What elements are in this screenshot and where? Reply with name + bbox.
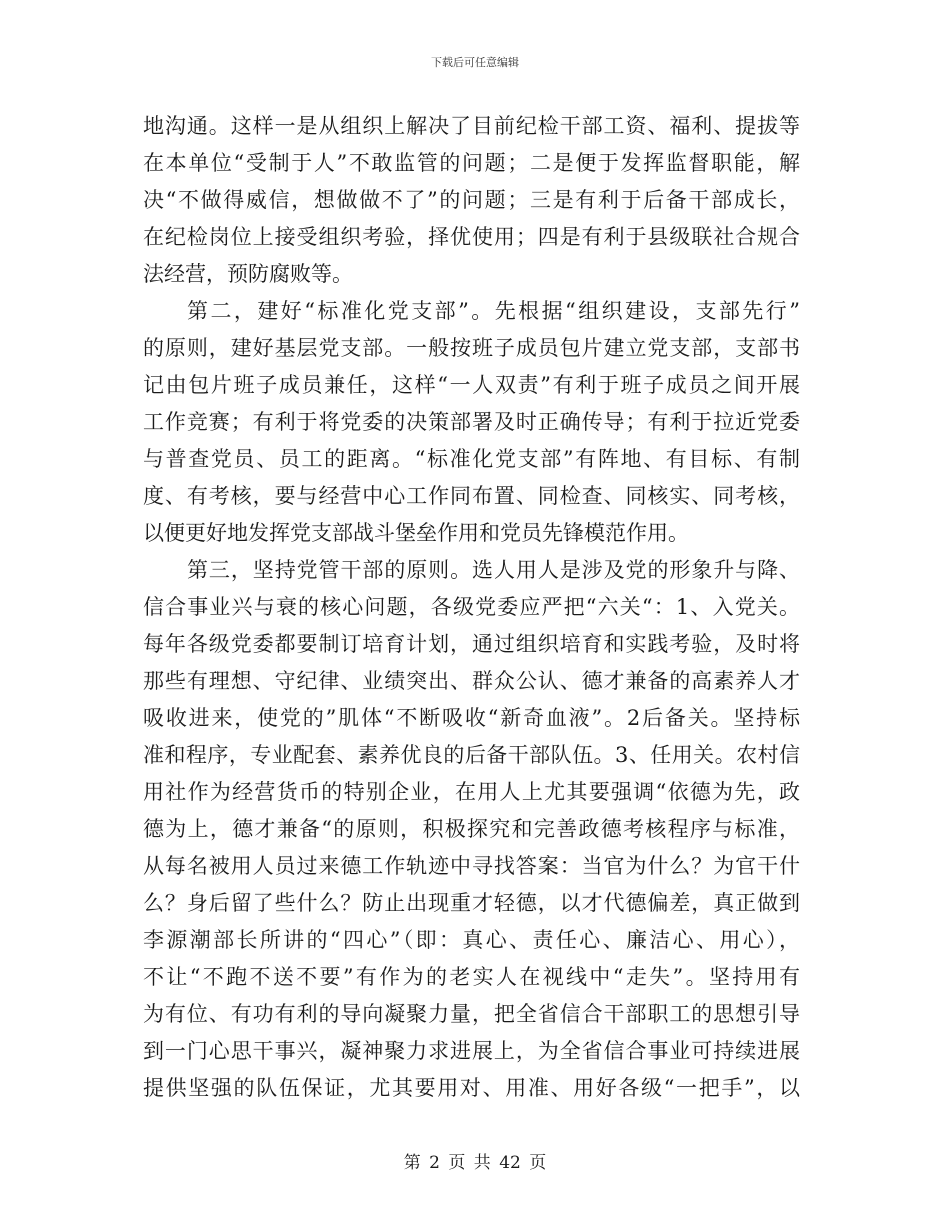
text-line: 从每名被用人员过来德工作轨迹中寻找答案：当官为什么？为官干什: [143, 854, 800, 878]
paragraph: [143, 552, 800, 1107]
text-line: 每年各级党委都要制订培育计划，通过组织培育和实践考验，及时将: [143, 632, 800, 656]
text-line: 那些有理想、守纪律、业绩突出、群众公认、德才兼备的高素养人才: [143, 669, 800, 693]
text-line: 与普查党员、员工的距离。“标准化党支部”有阵地、有目标、有制: [143, 447, 800, 471]
paragraph: [143, 108, 800, 293]
text-line: 在纪检岗位上接受组织考验，择优使用；四是有利于县级联社合规合: [143, 225, 800, 249]
text-line: 决“不做得威信，想做做不了”的问题；三是有利于后备干部成长，: [143, 188, 800, 212]
text-line: 工作竞赛；有利于将党委的决策部署及时正确传导；有利于拉近党委: [143, 410, 800, 434]
text-line: 到一门心思干事兴，凝神聚力求进展上，为全省信合事业可持续进展: [143, 1039, 800, 1063]
text-line: 为有位、有功有利的导向凝聚力量，把全省信合干部职工的思想引导: [143, 1002, 800, 1026]
text-line: 用社作为经营货币的特别企业，在用人上尤其要强调“依德为先，政: [143, 780, 800, 804]
text-line: 在本单位“受制于人”不敢监管的问题；二是便于发挥监督职能，解: [143, 151, 800, 175]
text-line: 信合事业兴与衰的核心问题，各级党委应严把“六关“：1、入党关。: [143, 595, 800, 619]
text-line: 吸收进来，使党的”肌体“不断吸收“新奇血液”。2后备关。坚持标: [143, 706, 800, 730]
page-number-footer: 第 2 页 共 42 页: [403, 1153, 547, 1173]
text-line: 地沟通。这样一是从组织上解决了目前纪检干部工资、福利、提拔等: [143, 114, 800, 138]
text-line: 第三，坚持党管干部的原则。选人用人是涉及党的形象升与降、: [187, 558, 800, 582]
document-body: [143, 108, 800, 1107]
text-line: 德为上，德才兼备“的原则，积极探究和完善政德考核程序与标准，: [143, 817, 800, 841]
paragraph: [143, 293, 800, 552]
text-line: 法经营，预防腐败等。: [143, 262, 353, 286]
text-line: 的原则，建好基层党支部。一般按班子成员包片建立党支部，支部书: [143, 336, 800, 360]
text-line: 以便更好地发挥党支部战斗堡垒作用和党员先锋模范作用。: [143, 521, 689, 545]
page-header-note: 下载后可任意编辑: [431, 56, 519, 69]
text-line: 不让“不跑不送不要”有作为的老实人在视线中“走失”。坚持用有: [143, 965, 800, 989]
text-line: 记由包片班子成员兼任，这样“一人双责”有利于班子成员之间开展: [143, 373, 800, 397]
text-line: 李源潮部长所讲的“四心”（即：真心、责任心、廉洁心、用心），: [143, 928, 800, 952]
text-line: 准和程序，专业配套、素养优良的后备干部队伍。3、任用关。农村信: [143, 743, 800, 767]
text-line: 第二，建好“标准化党支部”。先根据“组织建设，支部先行”: [187, 299, 800, 323]
text-line: 度、有考核，要与经营中心工作同布置、同检查、同核实、同考核，: [143, 484, 800, 508]
text-line: 提供坚强的队伍保证，尤其要用对、用准、用好各级“一把手”，以: [143, 1076, 800, 1100]
text-line: 么？身后留了些什么？防止出现重才轻德，以才代德偏差，真正做到: [143, 891, 800, 915]
